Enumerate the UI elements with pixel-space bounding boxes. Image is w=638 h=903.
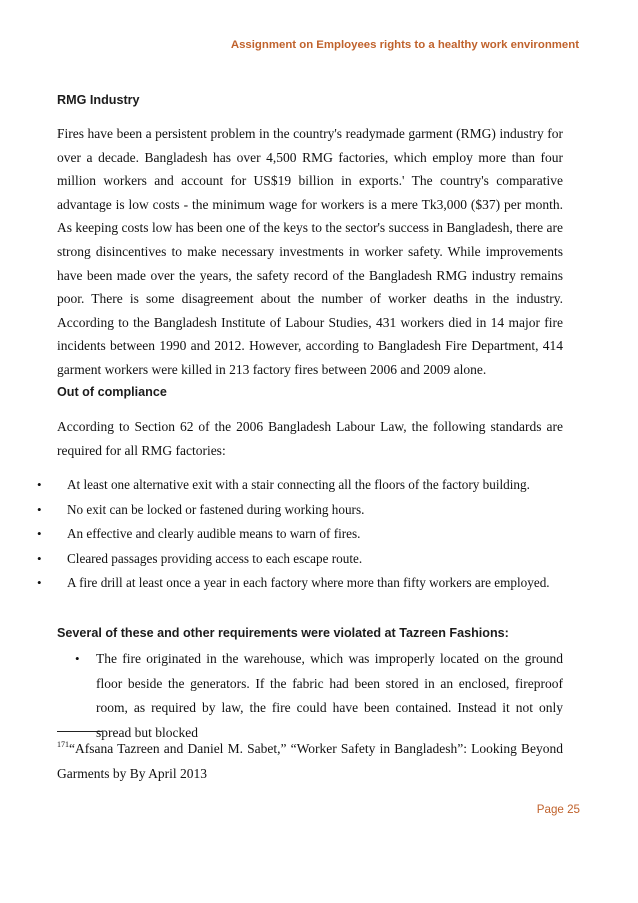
list-item: • A fire drill at least once a year in each factory where more than fifty workers are employed.: [0, 571, 550, 596]
bullet-icon: •: [37, 550, 42, 566]
page-header: Assignment on Employees rights to a healthy work environment: [230, 39, 579, 51]
footnote: [57, 733, 563, 786]
list-item: • An effective and clearly audible means to warn of fires.: [0, 522, 550, 547]
paragraph-compliance-intro: According to Section 62 of the 2006 Bangladesh Labour Law, the following standards are required for all RMG factories:: [57, 419, 563, 458]
list-item: • Cleared passages providing access to each escape route.: [0, 547, 550, 572]
heading-rmg-industry: RMG Industry: [57, 93, 140, 107]
list-item: • No exit can be locked or fastened during working hours.: [0, 498, 550, 523]
tazreen-bullet-item: [75, 647, 563, 745]
footnote-divider: [57, 731, 102, 732]
list-item: • At least one alternative exit with a stair connecting all the floors of the factory building.: [0, 473, 550, 498]
bullet-icon: •: [75, 651, 80, 666]
bullet-icon: •: [37, 526, 42, 541]
paragraph-rmg-industry: Fires have been a persistent problem in the country's readymade garment (RMG) industry for over a decade. Bangladesh has over 4,500 RMG factories, which employ more than four million workers and account for US$19 billion in exports.' The country's comparative advantage is low costs - the minimum wage for workers is a mere Tk3,000 ($37) per month. As keeping costs low has been one of the keys to the sector's success in Bangladesh, there are strong disincentives to make necessary investments in worker safety. While improvements have been made over the years, the safety record of the Bangladesh RMG industry remains poor. There is some disagreement about the number of worker deaths in the industry. According to the Bangladesh Institute of Labour Studies, 431 workers died in 14 major fire incidents between 1990 and 2012. However, according to Bangladesh Fire Department, 414 garment workers were killed in 213 factory fires between 2006 and 2009 alone.: [57, 126, 563, 377]
heading-out-of-compliance: Out of compliance: [57, 385, 167, 399]
bullet-icon: •: [37, 477, 42, 492]
bullet-icon: •: [37, 501, 42, 517]
bullet-icon: •: [37, 575, 42, 590]
tazreen-bullet-text: The fire originated in the warehouse, which was improperly located on the ground floor beside the generators. If the fabric had been stored in an enclosed, fireproof room, as required by law, the fire could have been contained. Instead it not only spread but blocked: [96, 651, 563, 740]
page-number: Page 25: [536, 803, 580, 816]
footnote-marker: 171: [57, 740, 69, 749]
compliance-bullet-list: [0, 473, 550, 596]
footnote-text: “Afsana Tazreen and Daniel M. Sabet,” “Worker Safety in Bangladesh”: Looking Beyond Garments by By April 2013: [57, 741, 563, 781]
heading-tazreen-violations: Several of these and other requirements were violated at Tazreen Fashions:: [57, 626, 509, 640]
